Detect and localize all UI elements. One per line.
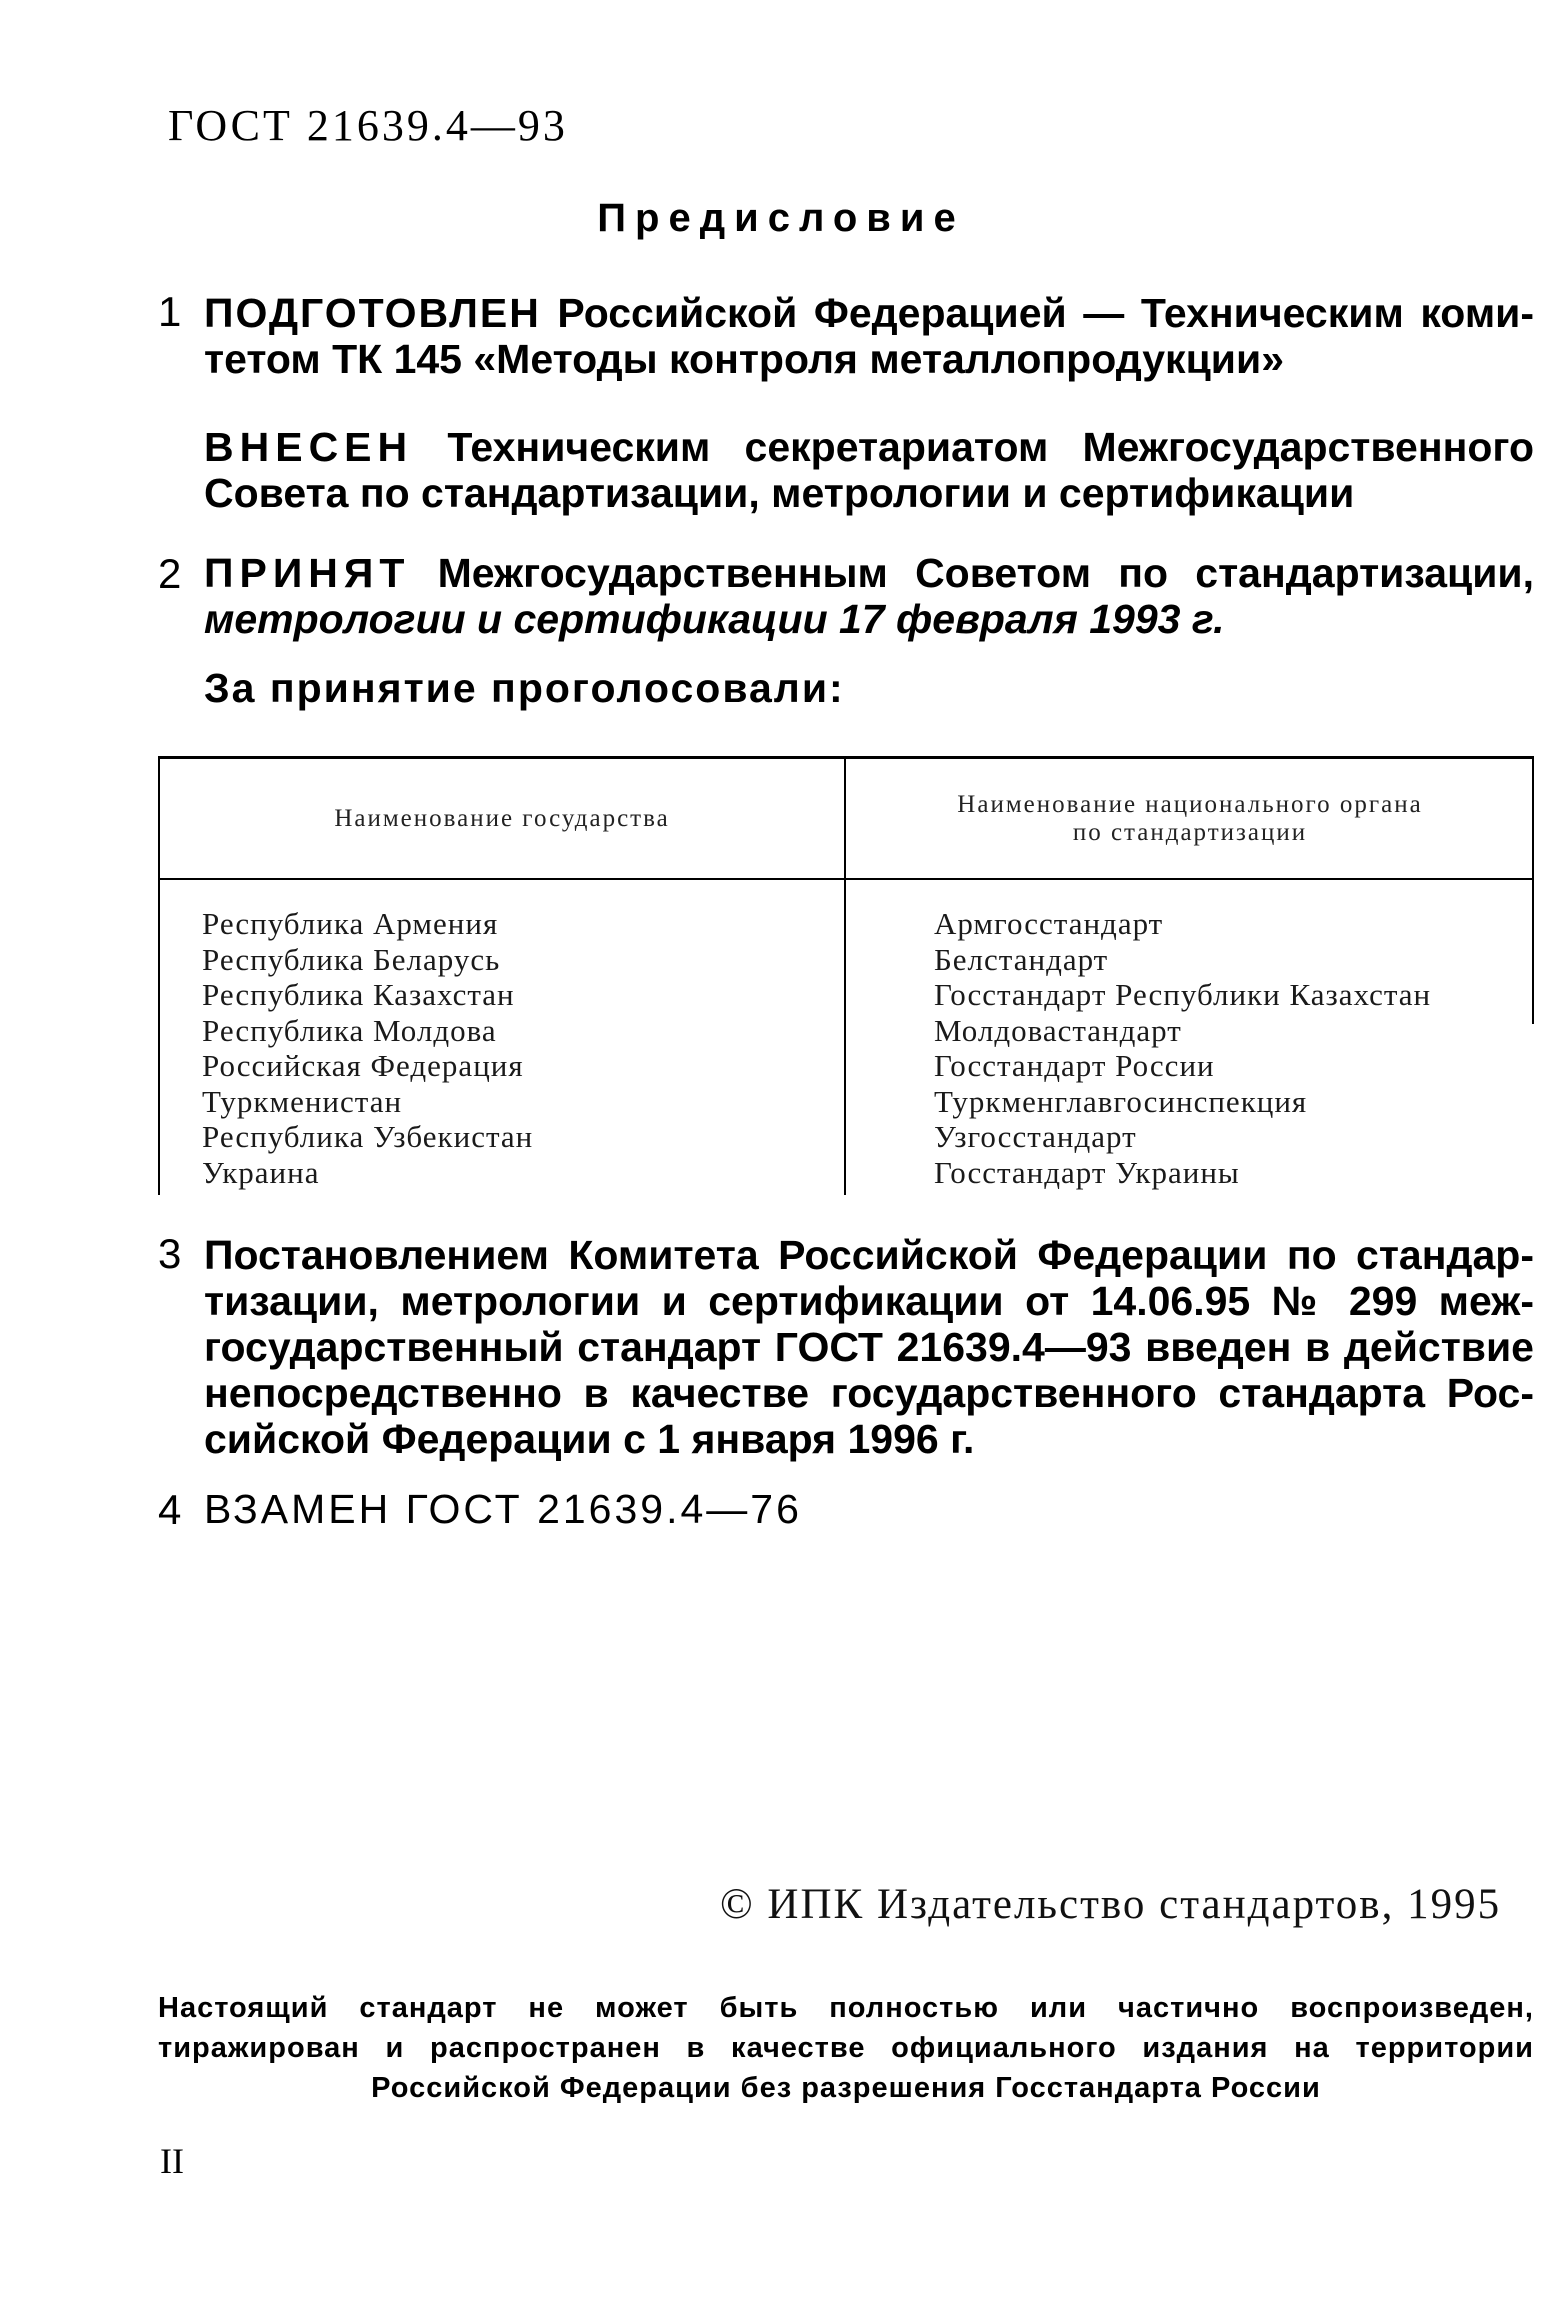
section-1-number: 1 [158, 288, 182, 335]
section-1-introduced [204, 424, 1534, 516]
table-cell-state: Российская Федерация [202, 1048, 524, 1083]
body-column [934, 906, 1431, 1190]
notice-line-3: Российской Федерации без разрешения Госстандарта России [371, 2072, 1321, 2104]
table-cell-body: Молдовастандарт [934, 1012, 1182, 1048]
document-id: ГОСТ 21639.4—93 [168, 101, 568, 150]
section-2-number: 2 [158, 550, 182, 597]
state-column [202, 906, 533, 1190]
table-cell-state: Республика Армения [202, 906, 499, 941]
table-top-rule [158, 756, 1534, 759]
table-header-body-line-2: по стандартизации [1072, 819, 1308, 846]
table-cell-state: Республика Молдова [202, 1012, 497, 1048]
prepared-line-2: тетом ТК 145 «Методы контроля металлопродукции» [204, 336, 1284, 382]
table-cell-state: Республика Узбекистан [202, 1119, 534, 1154]
table-cell-body: Госстандарт Украины [934, 1154, 1240, 1190]
table-cell-body: Узгосстандарт [934, 1119, 1137, 1154]
section-1-prepared [204, 290, 1534, 382]
resolution-line-5: сийской Федерации с 1 января 1996 г. [204, 1416, 975, 1462]
table-cell-body: Армгосстандарт [934, 906, 1164, 941]
replaces-text: ВЗАМЕН ГОСТ 21639.4—76 [204, 1486, 802, 1532]
resolution-line-1: Постановлением Комитета Российской Федерации по стандар- [204, 1232, 1534, 1278]
notice-line-1: Настоящий стандарт не может быть полностью или частично воспроизведен, [158, 1992, 1534, 2024]
resolution-line-3: государственный стандарт ГОСТ 21639.4—93 введен в действие [204, 1324, 1534, 1370]
table-cell-body: Госстандарт России [934, 1048, 1215, 1083]
page-title: Предисловие [597, 196, 965, 240]
table-cell-body: Белстандарт [934, 941, 1109, 977]
section-3-resolution [204, 1232, 1534, 1462]
accepted-keyword: ПРИНЯТ [204, 550, 411, 596]
table-cell-state: Республика Казахстан [202, 977, 515, 1012]
table-header-rule [158, 878, 1534, 880]
table-cell-body: Госстандарт Республики Казахстан [934, 977, 1432, 1012]
section-4-number: 4 [158, 1486, 182, 1533]
accepted-line-2: метрологии и сертификации 17 февраля 1993 г. [204, 596, 1225, 642]
table-header-body [848, 764, 1532, 874]
prepared-line-1: Российской Федерацией — Техническим коми- [540, 290, 1534, 336]
table-column-divider [844, 759, 846, 1195]
voted-label: За принятие проголосовали: [204, 665, 845, 711]
reproduction-notice [158, 1988, 1534, 2108]
accepted-line-1: Межгосударственным Советом по стандартизации, [410, 550, 1534, 596]
introduced-line-1: Техническим секретариатом Межгосударственного [413, 424, 1534, 470]
section-4-replaces [204, 1486, 1534, 1532]
table-cell-state: Республика Беларусь [202, 941, 501, 977]
introduced-line-2: Совета по стандартизации, метрологии и сертификации [204, 470, 1355, 516]
table-header-body-line-1: Наименование национального органа [957, 791, 1423, 818]
section-2-accepted [204, 550, 1534, 642]
page-number: II [160, 2141, 184, 2181]
introduced-keyword: ВНЕСЕН [204, 424, 414, 470]
copyright-stamp: © ИПК Издательство стандартов, 1995 [720, 1881, 1502, 1928]
table-cell-state: Украина [202, 1154, 320, 1190]
table-right-border [1532, 759, 1534, 1024]
table-cell-body: Туркменглавгосинспекция [934, 1083, 1308, 1119]
table-cell-state: Туркменистан [202, 1083, 403, 1119]
resolution-line-2: тизации, метрологии и сертификации от 14.06.95 № 299 меж- [204, 1278, 1534, 1324]
section-3-number: 3 [158, 1230, 182, 1277]
prepared-keyword: ПОДГОТОВЛЕН [204, 290, 541, 336]
table-header-state: Наименование государства [334, 805, 670, 832]
resolution-line-4: непосредственно в качестве государственного стандарта Рос- [204, 1370, 1534, 1416]
notice-line-2: тиражирован и распространен в качестве официального издания на территории [158, 2032, 1534, 2064]
table-left-border [158, 759, 160, 1195]
voting-table [158, 756, 1534, 1198]
